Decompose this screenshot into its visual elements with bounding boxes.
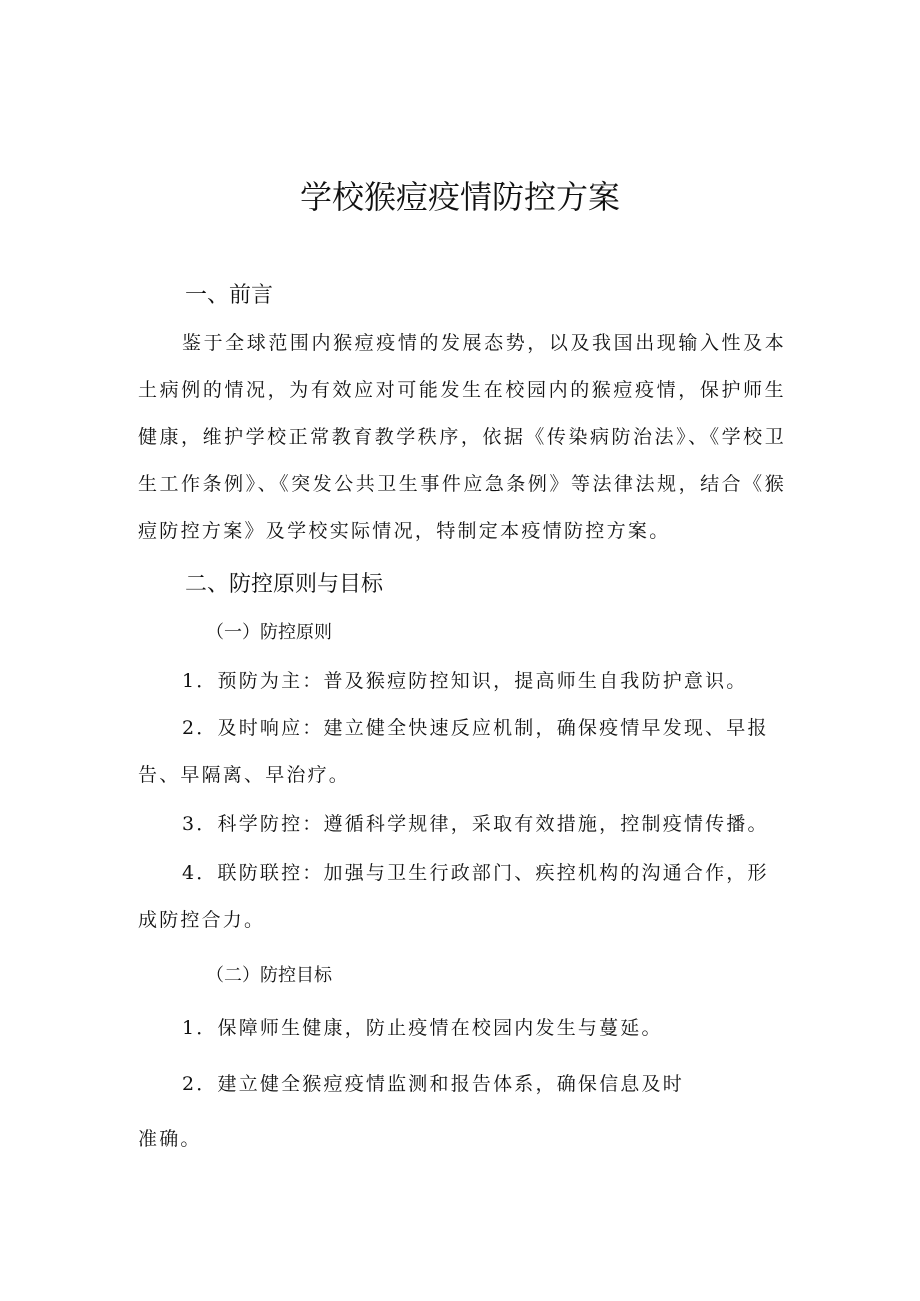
subheading-principles: （一）防控原则 [206, 622, 332, 643]
principle-item-1: 1．预防为主：普及猴痘防控知识，提高师生自我防护意识。 [182, 670, 748, 692]
document-title: 学校猴痘疫情防控方案 [299, 178, 620, 216]
principle-item-3: 3．科学防控：遵循科学规律，采取有效措施，控制疫情传播。 [182, 813, 769, 835]
principle-item-2: 2．及时响应：建立健全快速反应机制，确保疫情早发现、早报告、早隔离、早治疗。 [138, 717, 769, 786]
goal-item-2: 2．建立健全猴痘疫情监测和报告体系，确保信息及时 [182, 1073, 684, 1095]
section-heading-preface: 一、前言 [185, 283, 274, 308]
subheading-goals: （二）防控目标 [206, 965, 332, 986]
section-heading-principles-goals: 二、防控原则与目标 [185, 572, 384, 597]
preface-paragraph: 鉴于全球范围内猴痘疫情的发展态势，以及我国出现输入性及本土病例的情况，为有效应对可能发生在校园内的猴痘疫情，保护师生健康，维护学校正常教育教学秩序，依据《传染病防治法》、《学校卫生工作条例》、《突发公共卫生事件应急条例》等法律法规，结合《猴痘防控方案》及学校实际情况，特制定本疫情防控方案。 [138, 332, 786, 542]
goal-item-2-continuation: 准确。 [138, 1128, 202, 1150]
goal-item-1: 1．保障师生健康，防止疫情在校园内发生与蔓延。 [182, 1017, 663, 1039]
principle-item-4: 4．联防联控：加强与卫生行政部门、疾控机构的沟通合作，形成防控合力。 [138, 862, 769, 931]
